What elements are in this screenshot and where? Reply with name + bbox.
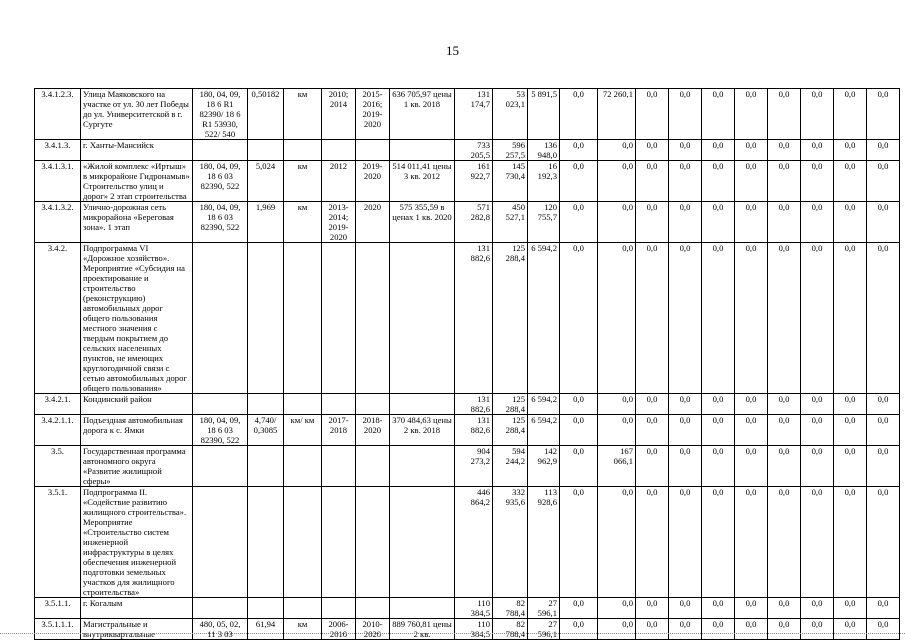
value-cell: 0,0 [768,446,801,487]
value-cell: 0,0 [867,89,900,140]
local-budget-cell: 6 594,2 [528,243,560,394]
value-cell: 0,0 [598,140,636,161]
local-budget-cell: 113 928,6 [528,487,560,598]
total-amount-cell: 904 273,2 [455,446,493,487]
estimated-cost-cell: 575 355,59 в ценах 1 кв. 2020 [390,202,455,243]
value-cell: 0,0 [768,140,801,161]
value-cell: 0,0 [702,619,735,640]
row-number-cell: 3.4.2. [35,243,81,394]
value-cell: 0,0 [834,161,867,202]
object-name-cell: Подпрограмма II. «Содействие развитию жилищного строительства». Мероприятие «Строительство систем инженерной инфраструктуры в целях обеспечения инженерной подготовки земельных участков для жилищного строительства» [81,487,193,598]
value-cell: 0,0 [735,619,768,640]
value-cell: 0,0 [598,394,636,415]
object-name-cell: Улица Маяковского на участке от ул. 30 лет Победы до ул. Университетской в г. Сургуте [81,89,193,140]
value-cell: 0,0 [735,89,768,140]
value-cell: 0,0 [834,487,867,598]
value-cell: 0,0 [834,140,867,161]
unit-cell: км [284,89,322,140]
value-cell: 0,0 [560,446,598,487]
value-cell: 0,0 [801,161,834,202]
table-row [35,89,900,140]
value-cell: 0,0 [669,394,702,415]
value-cell: 0,0 [768,161,801,202]
build-years-cell: 2010-2020 [356,619,390,640]
total-amount-cell: 161 922,7 [455,161,493,202]
capacity-cell: 0,50182 [248,89,284,140]
row-number-cell: 3.5.1. [35,487,81,598]
regional-budget-cell: 53 023,1 [493,89,528,140]
value-cell: 0,0 [867,202,900,243]
value-cell: 0,0 [560,415,598,446]
value-cell: 0,0 [560,89,598,140]
value-cell: 0,0 [598,243,636,394]
estimated-cost-cell [390,140,455,161]
local-budget-cell: 6 594,2 [528,415,560,446]
table-row [35,394,900,415]
value-cell: 0,0 [834,598,867,619]
row-number-cell: 3.4.1.3.2. [35,202,81,243]
budget-code-cell [193,487,248,598]
value-cell: 0,0 [636,446,669,487]
value-cell: 0,0 [598,487,636,598]
value-cell: 0,0 [598,598,636,619]
build-years-cell [356,140,390,161]
value-cell: 0,0 [867,619,900,640]
unit-cell: км [284,619,322,640]
value-cell: 0,0 [669,598,702,619]
budget-code-cell [193,598,248,619]
value-cell: 0,0 [735,243,768,394]
budget-code-cell: 180, 04, 09, 18 6 03 82390, 522 [193,202,248,243]
value-cell: 0,0 [801,89,834,140]
table-row [35,619,900,640]
value-cell: 0,0 [735,415,768,446]
value-cell: 0,0 [598,202,636,243]
table-row [35,243,900,394]
regional-budget-cell: 450 527,1 [493,202,528,243]
row-number-cell: 3.4.2.1. [35,394,81,415]
design-years-cell [322,598,356,619]
capacity-cell [248,394,284,415]
value-cell: 0,0 [669,446,702,487]
capacity-cell: 1,969 [248,202,284,243]
value-cell: 0,0 [867,161,900,202]
design-years-cell: 2006-2010 [322,619,356,640]
value-cell: 0,0 [702,415,735,446]
value-cell: 0,0 [636,394,669,415]
budget-code-cell [193,140,248,161]
unit-cell [284,487,322,598]
total-amount-cell: 733 205,5 [455,140,493,161]
value-cell: 0,0 [636,619,669,640]
value-cell: 0,0 [669,487,702,598]
total-amount-cell: 110 384,5 [455,619,493,640]
value-cell: 0,0 [801,394,834,415]
value-cell: 0,0 [801,446,834,487]
capacity-cell [248,446,284,487]
local-budget-cell: 136 948,0 [528,140,560,161]
regional-budget-cell: 594 244,2 [493,446,528,487]
value-cell: 0,0 [636,161,669,202]
object-name-cell: Магистральные и внутриквартальные [81,619,193,640]
build-years-cell: 2018-2020 [356,415,390,446]
total-amount-cell: 131 882,6 [455,394,493,415]
design-years-cell: 2013-2014; 2019-2020 [322,202,356,243]
capacity-cell [248,140,284,161]
table-row [35,446,900,487]
local-budget-cell: 142 962,9 [528,446,560,487]
value-cell: 0,0 [768,202,801,243]
estimated-cost-cell: 514 011,41 цены 3 кв. 2012 [390,161,455,202]
value-cell: 0,0 [867,598,900,619]
value-cell: 0,0 [768,243,801,394]
build-years-cell [356,394,390,415]
value-cell: 0,0 [636,243,669,394]
page-number: 15 [446,43,459,58]
value-cell: 0,0 [801,487,834,598]
build-years-cell [356,446,390,487]
capacity-cell: 5,024 [248,161,284,202]
build-years-cell [356,243,390,394]
budget-code-cell: 480, 05, 02, 11 3 03 [193,619,248,640]
value-cell: 0,0 [560,598,598,619]
value-cell: 0,0 [867,243,900,394]
design-years-cell: 2010; 2014 [322,89,356,140]
value-cell: 0,0 [598,619,636,640]
regional-budget-cell: 82 788,4 [493,598,528,619]
local-budget-cell: 16 192,3 [528,161,560,202]
unit-cell [284,446,322,487]
value-cell: 0,0 [702,140,735,161]
value-cell: 72 260,1 [598,89,636,140]
design-years-cell: 2017-2018 [322,415,356,446]
row-number-cell: 3.4.2.1.1. [35,415,81,446]
design-years-cell [322,140,356,161]
value-cell: 0,0 [834,89,867,140]
regional-budget-cell: 125 288,4 [493,415,528,446]
value-cell: 0,0 [669,619,702,640]
value-cell: 0,0 [801,598,834,619]
local-budget-cell: 6 594,2 [528,394,560,415]
value-cell: 0,0 [702,487,735,598]
capacity-cell: 61,94 [248,619,284,640]
object-name-cell: Подъездная автомобильная дорога к с. Ямки [81,415,193,446]
regional-budget-cell: 332 935,6 [493,487,528,598]
total-amount-cell: 110 384,5 [455,598,493,619]
estimated-cost-cell: 370 484,63 цены 2 кв. 2018 [390,415,455,446]
total-amount-cell: 571 282,8 [455,202,493,243]
value-cell: 0,0 [768,598,801,619]
total-amount-cell: 131 882,6 [455,415,493,446]
regional-budget-cell: 596 257,5 [493,140,528,161]
unit-cell: км [284,202,322,243]
design-years-cell [322,243,356,394]
value-cell: 0,0 [702,89,735,140]
value-cell: 0,0 [560,202,598,243]
value-cell: 0,0 [834,619,867,640]
value-cell: 0,0 [801,243,834,394]
unit-cell [284,243,322,394]
capacity-cell [248,598,284,619]
table-row [35,202,900,243]
estimated-cost-cell: 636 705,97 цены 1 кв. 2018 [390,89,455,140]
value-cell: 0,0 [702,446,735,487]
build-years-cell: 2019-2020 [356,161,390,202]
value-cell: 0,0 [702,202,735,243]
value-cell: 0,0 [867,140,900,161]
value-cell: 0,0 [636,415,669,446]
value-cell: 167 066,1 [598,446,636,487]
table-row [35,598,900,619]
object-name-cell: Улично-дорожная сеть микрорайона «Береговая зона». 1 этап [81,202,193,243]
budget-code-cell [193,446,248,487]
table-row [35,161,900,202]
row-number-cell: 3.5. [35,446,81,487]
object-name-cell: Кондинский район [81,394,193,415]
value-cell: 0,0 [867,394,900,415]
value-cell: 0,0 [598,161,636,202]
value-cell: 0,0 [867,446,900,487]
build-years-cell: 2020 [356,202,390,243]
total-amount-cell: 131 882,6 [455,243,493,394]
total-amount-cell: 446 864,2 [455,487,493,598]
value-cell: 0,0 [560,394,598,415]
value-cell: 0,0 [669,140,702,161]
value-cell: 0,0 [560,487,598,598]
object-name-cell: Подпрограмма VI «Дорожное хозяйство». Мероприятие «Субсидия на проектирование и строительство (реконструкцию) автомобильных дорог общего пользования местного значения с твердым покрытием до сельских населенных пунктов, не имеющих круглогодичной связи с сетью автомобильных дорог общего пользования» [81,243,193,394]
regional-budget-cell: 145 730,4 [493,161,528,202]
value-cell: 0,0 [801,415,834,446]
value-cell: 0,0 [768,415,801,446]
design-years-cell [322,446,356,487]
unit-cell: км [284,161,322,202]
local-budget-cell: 27 596,1 [528,619,560,640]
estimated-cost-cell [390,243,455,394]
build-years-cell [356,598,390,619]
design-years-cell [322,487,356,598]
value-cell: 0,0 [867,487,900,598]
value-cell: 0,0 [834,446,867,487]
value-cell: 0,0 [598,415,636,446]
value-cell: 0,0 [834,243,867,394]
value-cell: 0,0 [735,487,768,598]
value-cell: 0,0 [560,243,598,394]
build-years-cell: 2015-2016; 2019-2020 [356,89,390,140]
value-cell: 0,0 [636,598,669,619]
budget-code-cell: 180, 04, 09, 18 6 03 82390, 522 [193,415,248,446]
value-cell: 0,0 [801,619,834,640]
value-cell: 0,0 [636,487,669,598]
unit-cell: км/ км [284,415,322,446]
budget-code-cell: 180, 04, 09, 18 6 R1 82390/ 18 6 R1 53930, 522/ 540 [193,89,248,140]
value-cell: 0,0 [801,202,834,243]
capacity-cell [248,487,284,598]
value-cell: 0,0 [669,161,702,202]
unit-cell [284,598,322,619]
budget-code-cell [193,394,248,415]
capacity-cell: 4,740/ 0,3085 [248,415,284,446]
budget-code-cell: 180, 04, 09, 18 6 03 82390, 522 [193,161,248,202]
value-cell: 0,0 [834,415,867,446]
value-cell: 0,0 [735,598,768,619]
estimated-cost-cell: 889 760,81 цены 2 кв. [390,619,455,640]
value-cell: 0,0 [735,140,768,161]
value-cell: 0,0 [702,598,735,619]
value-cell: 0,0 [735,446,768,487]
value-cell: 0,0 [560,140,598,161]
row-number-cell: 3.4.1.3.1. [35,161,81,202]
value-cell: 0,0 [669,202,702,243]
value-cell: 0,0 [735,394,768,415]
unit-cell [284,394,322,415]
regional-budget-cell: 125 288,4 [493,394,528,415]
value-cell: 0,0 [702,394,735,415]
budget-code-cell [193,243,248,394]
total-amount-cell: 131 174,7 [455,89,493,140]
value-cell: 0,0 [560,619,598,640]
table-row [35,415,900,446]
local-budget-cell: 120 755,7 [528,202,560,243]
row-number-cell: 3.5.1.1.1. [35,619,81,640]
estimated-cost-cell [390,598,455,619]
value-cell: 0,0 [867,415,900,446]
capacity-cell [248,243,284,394]
local-budget-cell: 27 596,1 [528,598,560,619]
object-name-cell: «Жилой комплекс «Иртыш» в микрорайоне Гидронамыв» Строительство улиц и дорог» 2 этап строительства [81,161,193,202]
value-cell: 0,0 [834,202,867,243]
row-number-cell: 3.5.1.1. [35,598,81,619]
value-cell: 0,0 [702,243,735,394]
row-number-cell: 3.4.1.2.3. [35,89,81,140]
value-cell: 0,0 [636,140,669,161]
regional-budget-cell: 82 788,4 [493,619,528,640]
value-cell: 0,0 [702,161,735,202]
value-cell: 0,0 [768,394,801,415]
value-cell: 0,0 [768,89,801,140]
estimated-cost-cell [390,394,455,415]
value-cell: 0,0 [669,415,702,446]
object-name-cell: Государственная программа автономного округа «Развитие жилищной сферы» [81,446,193,487]
estimated-cost-cell [390,487,455,598]
value-cell: 0,0 [636,89,669,140]
value-cell: 0,0 [735,161,768,202]
object-name-cell: г. Ханты-Мансийск [81,140,193,161]
object-name-cell: г. Когалым [81,598,193,619]
local-budget-cell: 5 891,5 [528,89,560,140]
value-cell: 0,0 [801,140,834,161]
regional-budget-cell: 125 288,4 [493,243,528,394]
value-cell: 0,0 [834,394,867,415]
build-years-cell [356,487,390,598]
table-row [35,487,900,598]
value-cell: 0,0 [669,89,702,140]
design-years-cell [322,394,356,415]
row-number-cell: 3.4.1.3. [35,140,81,161]
investment-table [34,88,900,640]
table-row [35,140,900,161]
value-cell: 0,0 [669,243,702,394]
value-cell: 0,0 [768,487,801,598]
value-cell: 0,0 [636,202,669,243]
scan-edge [0,633,905,634]
value-cell: 0,0 [768,619,801,640]
unit-cell [284,140,322,161]
value-cell: 0,0 [560,161,598,202]
estimated-cost-cell [390,446,455,487]
design-years-cell: 2012 [322,161,356,202]
value-cell: 0,0 [735,202,768,243]
